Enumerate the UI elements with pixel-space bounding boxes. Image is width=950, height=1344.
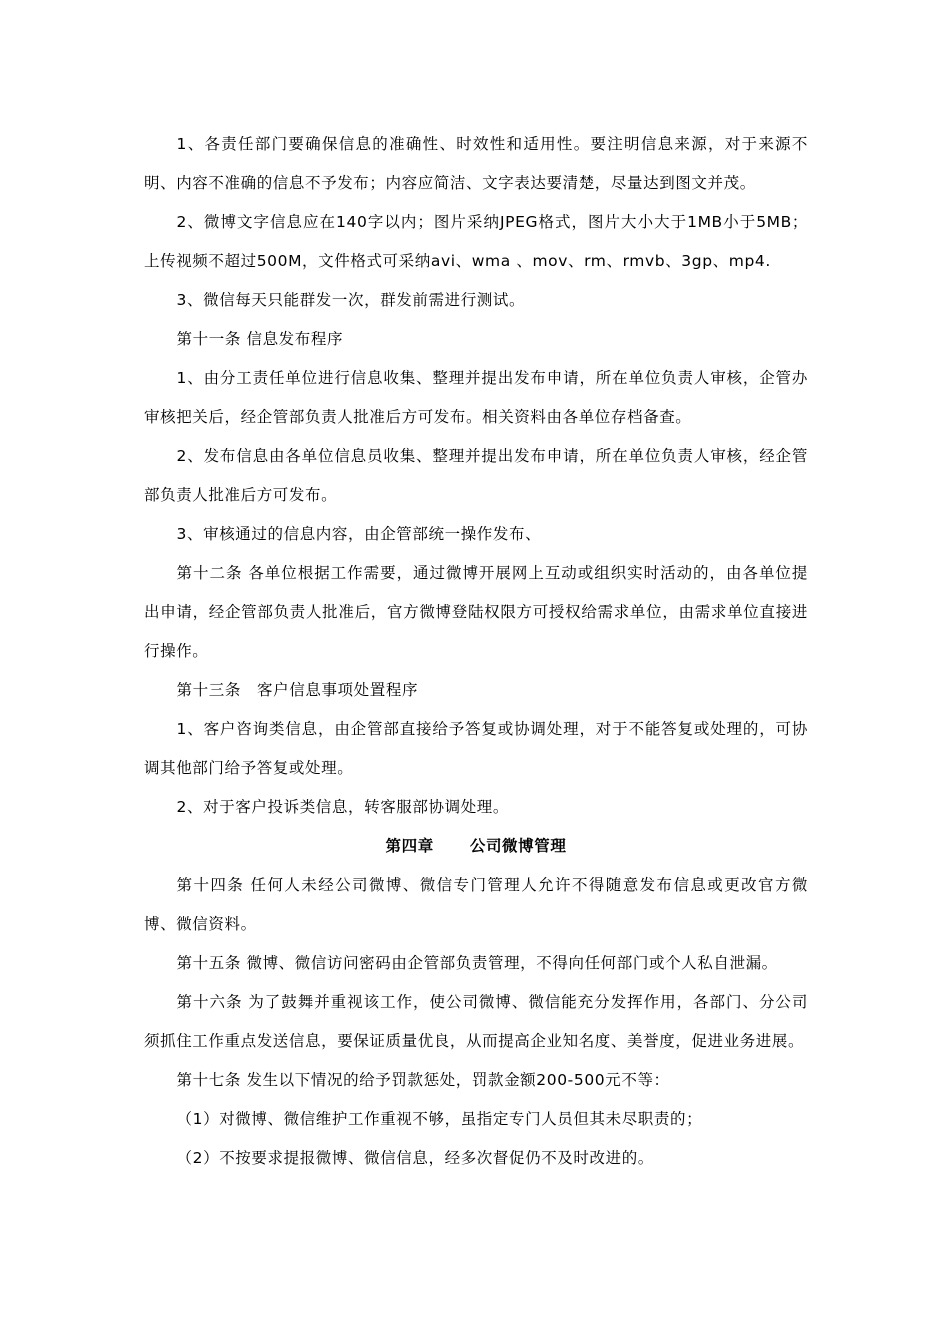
paragraph: 3、微信每天只能群发一次，群发前需进行测试。 bbox=[176, 291, 526, 309]
list-item: （2）不按要求提报微博、微信信息，经多次督促仍不及时改进的。 bbox=[176, 1149, 654, 1167]
chapter-heading bbox=[144, 827, 808, 866]
paragraph: 2、对于客户投诉类信息，转客服部协调处理。 bbox=[176, 798, 510, 816]
article-paragraph: 第十七条 发生以下情况的给予罚款惩处，罚款金额200-500元不等： bbox=[176, 1071, 670, 1089]
article-heading: 第十一条 信息发布程序 bbox=[176, 330, 344, 348]
article-paragraph: 第十六条 为了鼓舞并重视该工作，使公司微博、微信能充分发挥作用，各部门、分公司须抓住工作重点发送信息，要保证质量优良，从而提高企业知名度、美誉度，促进业务进展。 bbox=[144, 993, 808, 1050]
paragraph: 1、各责任部门要确保信息的准确性、时效性和适用性。要注明信息来源，对于来源不明、内容不准确的信息不予发布；内容应简洁、文字表达要清楚，尽量达到图文并茂。 bbox=[144, 135, 808, 192]
paragraph: 1、由分工责任单位进行信息收集、整理并提出发布申请，所在单位负责人审核，企管办审核把关后，经企管部负责人批准后方可发布。相关资料由各单位存档备查。 bbox=[144, 369, 808, 426]
article-paragraph: 第十二条 各单位根据工作需要，通过微博开展网上互动或组织实时活动的，由各单位提出申请，经企管部负责人批准后，官方微博登陆权限方可授权给需求单位，由需求单位直接进行操作。 bbox=[144, 564, 808, 660]
article-paragraph: 第十四条 任何人未经公司微博、微信专门管理人允许不得随意发布信息或更改官方微博、微信资料。 bbox=[144, 876, 808, 933]
document-body bbox=[144, 125, 808, 1178]
chapter-number: 第四章 bbox=[385, 837, 434, 855]
paragraph: 3、审核通过的信息内容，由企管部统一操作发布、 bbox=[176, 525, 542, 543]
paragraph: 1、客户咨询类信息，由企管部直接给予答复或协调处理，对于不能答复或处理的，可协调其他部门给予答复或处理。 bbox=[144, 720, 808, 777]
article-heading: 第十三条 客户信息事项处置程序 bbox=[176, 681, 419, 699]
article-paragraph: 第十五条 微博、微信访问密码由企管部负责管理，不得向任何部门或个人私自泄漏。 bbox=[176, 954, 778, 972]
chapter-title: 公司微博管理 bbox=[469, 837, 567, 855]
paragraph: 2、发布信息由各单位信息员收集、整理并提出发布申请，所在单位负责人审核，经企管部负责人批准后方可发布。 bbox=[144, 447, 808, 504]
paragraph: 2、微博文字信息应在140字以内；图片采纳JPEG格式，图片大小大于1MB小于5MB；上传视频不超过500M，文件格式可采纳avi、wma 、mov、rm、rmvb、3gp、mp4. bbox=[144, 213, 808, 270]
list-item: （1）对微博、微信维护工作重视不够，虽指定专门人员但其未尽职责的； bbox=[176, 1110, 703, 1128]
